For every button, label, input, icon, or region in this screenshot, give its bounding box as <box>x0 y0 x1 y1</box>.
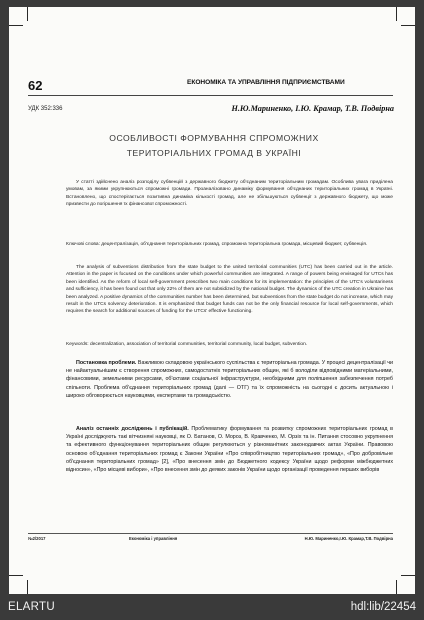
abstract-ukrainian: У статті здійснено аналіз розподілу субвенцій з державного бюджету об'єднаним територіальним громадам. Особлива увага приділена умовам, за якими укрупнюються спроможні громади. Проаналізовано динаміку формування об'єднаних територіальних громад в Україні. Встановлено, що спостерігається позитивна динаміка кількості громад, але не збільшуються субвенції з державного бюджету, що може призвести до погіршення їх фінансової спроможності. <box>66 180 393 208</box>
crop-mark <box>396 580 397 594</box>
handle-label: hdl:lib/22454 <box>350 601 416 613</box>
keywords-english: Keywords: decentralization, association of territorial communities, territorial community, local budget, subvention. <box>66 342 308 347</box>
journal-section-title: ЕКОНОМІКА ТА УПРАВЛІННЯ ПІДПРИЄМСТВАМИ <box>187 79 345 86</box>
udc-code: УДК 352:336 <box>28 106 63 112</box>
section-lead: Постановка проблеми. <box>76 360 137 366</box>
article-authors: Н.Ю.Мариненко, І.Ю. Крамар, Т.В. Подвірна <box>231 104 394 113</box>
crop-mark <box>401 575 415 576</box>
literature-review-paragraph <box>66 425 393 474</box>
crop-mark <box>396 7 397 21</box>
footer-journal: Економіка і управління <box>129 536 178 541</box>
keywords-ukrainian: Ключові слова: децентралізація, об'єднання територіальних громад, спроможна територіальна громада, місцевий бюджет, субвенція. <box>66 242 368 247</box>
crop-mark <box>27 580 28 594</box>
footer-issue: №2/2017 <box>28 536 46 541</box>
crop-mark <box>27 7 28 21</box>
section-lead: Аналіз останніх досліджень і публікацій. <box>76 426 189 432</box>
paragraph-text: Проблематику формування та розвитку спроможних територіальних громад в Україні досліджують такі вітчизняні науковці, як О. Батанов, О. Мороз, В. Кравченко, М. Орзіх та ін. Питання стосовно укрупнення та ефективного функціонування територіальних общин регулюються у різноманітних законодавчих актах України. Правовою основою об'єднання територіальних громад є Закони України «Про співробітництво територіальних громад», «Про добровільне об'єднання територіальних громад» [2], «Про внесення змін до Бюджетного кодексу України щодо реформи міжбюджетних відносин», «Про місцеві вибори», «Про внесення змін до деяких законів України щодо організації проведення перших виборів <box>66 426 393 474</box>
crop-mark <box>401 25 415 26</box>
title-line: ТЕРИТОРІАЛЬНИХ ГРОМАД В УКРАЇНІ <box>126 148 302 158</box>
title-line: ОСОБЛИВОСТІ ФОРМУВАННЯ СПРОМОЖНИХ <box>109 133 319 143</box>
footer-divider <box>28 533 393 534</box>
crop-mark <box>9 575 23 576</box>
page-number: 62 <box>28 78 43 93</box>
problem-statement-paragraph <box>66 359 393 400</box>
header-divider <box>28 95 393 96</box>
paragraph-text: Важливою складовою українського суспільства є територіальна громада. У процесі децентралізації чи не найактуальнішим є створення спроможних, самодостатніх територіальних общин, які б володіли відповідними матеріальними, фінансовими, земельними ресурсами, об'єктами соціальної інфраструктури, необхідними для поліпшення забезпечення потреб спільноти. Проблема об'єднання територіальних громад (далі — ОТГ) та їх спроможність на сьогодні є досить актуальною і широко обговорюється науковцями, експертами та громадськістю. <box>66 360 393 399</box>
abstract-english: The analysis of subventions distribution from the state budget to the united territorial communities (UTC) has been carried out in the article. Attention in the paper is focused on the conditions under which powerful communities are integrated. A range of powers being envisaged for UTCs has been identified. As the reform of local self-government prescribes two main conditions for its implementation: the principles of the UTC's voluntariness and sufficiency, it has been found out that only 22% of them are not subsidized by the national budget. The dynamics of the UTC creation in Ukraine has been analyzed. A positive dynamics of the communities number has been determined, but subventions from the state budget do not increase, which may result in the UTCs solvency deterioration. It is emphasized that budget funds can not be the only financial resource for local self-governments, which requires the search for additional sources of funding for the UTCs' effective functioning. <box>66 265 393 315</box>
article-title <box>49 131 379 161</box>
crop-mark <box>9 25 23 26</box>
repository-label: ELARTU <box>8 601 55 613</box>
footer-authors: Н.Ю. Мариненко,І.Ю. Крамар,Т.В. Подвірна <box>304 536 393 541</box>
page-sheet <box>9 7 415 594</box>
